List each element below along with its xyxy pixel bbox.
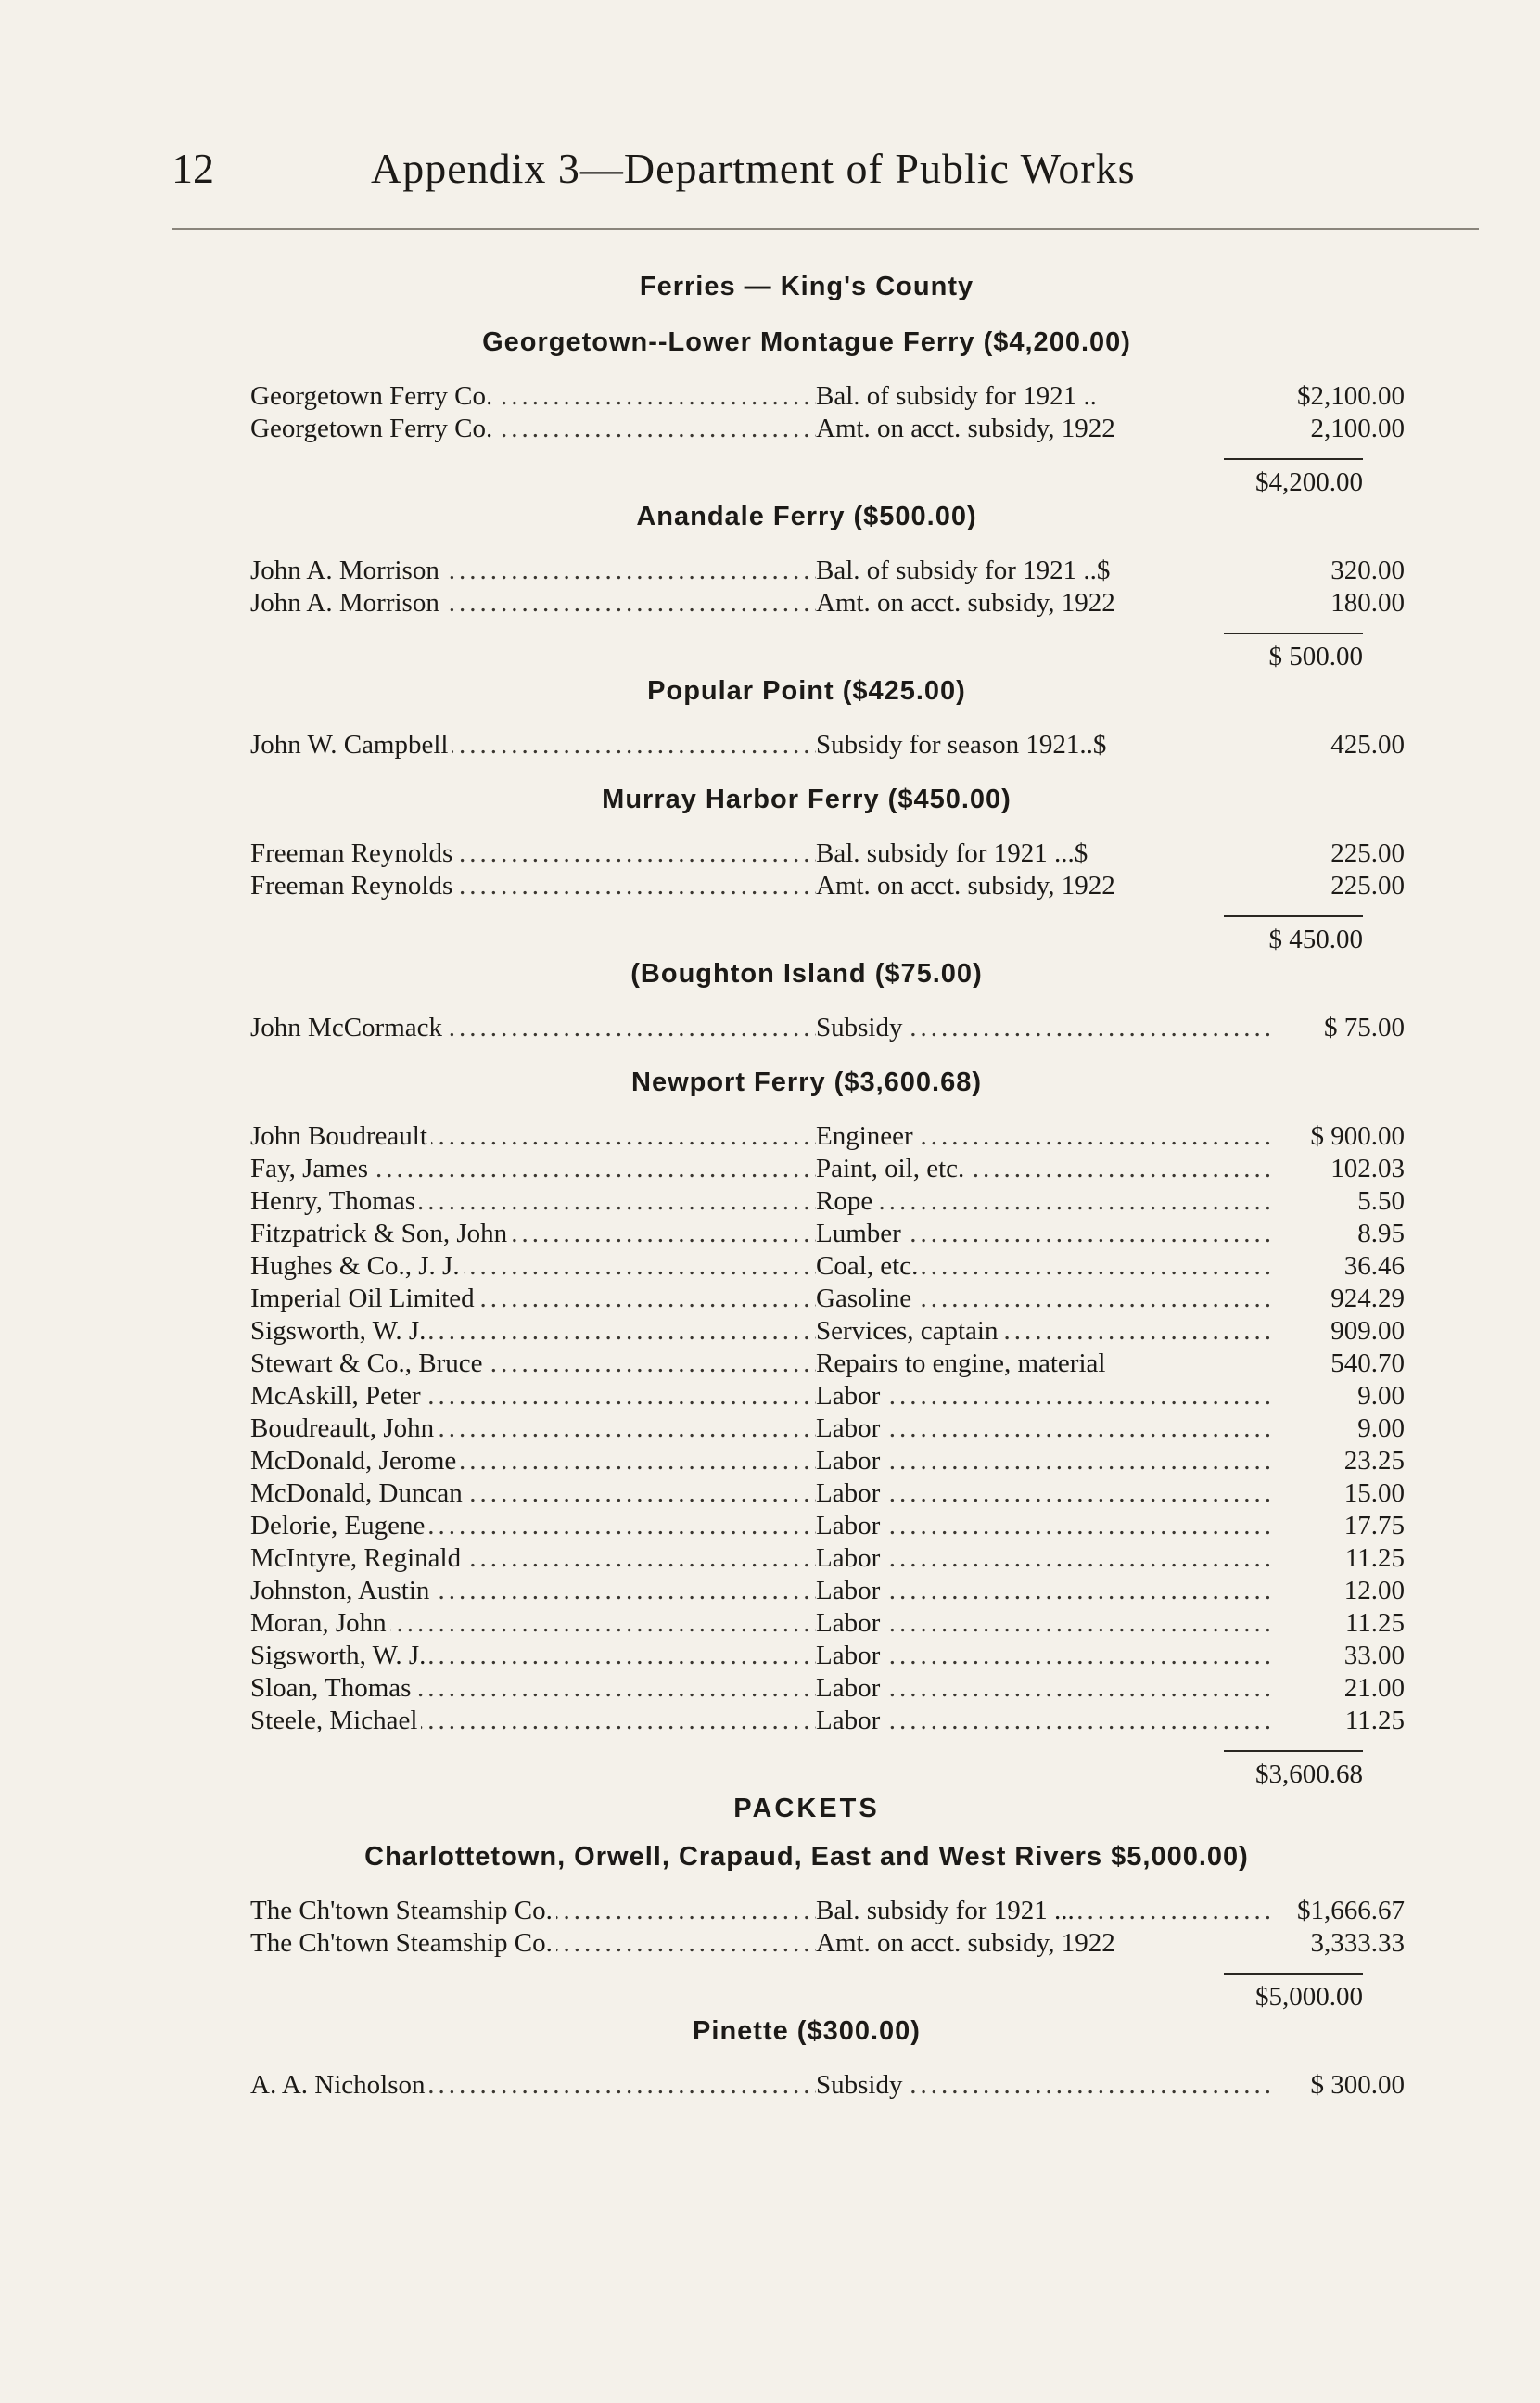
ledger-amount: 11.25	[1344, 1608, 1405, 1638]
spacer	[250, 761, 1363, 782]
ferry-block	[250, 673, 1405, 782]
ledger-name-cell	[250, 2069, 816, 2102]
ledger-description: Bal. of subsidy for 1921 ..	[816, 381, 1101, 411]
ledger-description: Subsidy	[816, 2070, 906, 2100]
ledger-amount: 11.25	[1344, 1543, 1405, 1573]
ledger-total-row	[250, 633, 1363, 673]
ledger-name-cell	[250, 1120, 816, 1153]
ledger-amount: 11.25	[1344, 1706, 1405, 1735]
ledger-total-row	[250, 915, 1363, 956]
ledger-desc-cell	[816, 1672, 1275, 1705]
ledger-description: Amt. on acct. subsidy, 1922	[816, 414, 1119, 443]
ledger-description: Bal. subsidy for 1921 ...$	[816, 838, 1091, 868]
ledger-description: Subsidy	[816, 1013, 906, 1042]
ledger-total: $5,000.00	[1224, 1973, 1363, 2013]
spacer	[250, 1960, 1363, 1973]
ledger-name: Hughes & Co., J. J.	[250, 1251, 464, 1281]
ledger-total: $4,200.00	[1224, 458, 1363, 499]
ledger-name: John W. Campbell	[250, 730, 452, 760]
packet-block	[250, 1839, 1405, 2013]
running-head: Appendix 3—Department of Public Works	[371, 145, 1136, 192]
ledger-name: Sigsworth, W. J.	[250, 1641, 429, 1670]
ledger-amount: $ 75.00	[1324, 1013, 1405, 1042]
ledger-desc-cell	[816, 1895, 1275, 1927]
ferry-title: Murray Harbor Ferry ($450.00)	[602, 785, 1012, 814]
ledger-row	[250, 1218, 1405, 1250]
ledger-desc-cell	[816, 1315, 1275, 1348]
ledger-row	[250, 1120, 1405, 1153]
ledger-name-cell	[250, 1477, 816, 1510]
ledger-name: Imperial Oil Limited	[250, 1284, 478, 1313]
ledger-total-row	[250, 1750, 1363, 1791]
ledger-name: Delorie, Eugene	[250, 1511, 428, 1540]
ledger-row	[250, 1250, 1405, 1283]
ledger-description: Labor	[816, 1543, 884, 1573]
ledger-desc-cell	[816, 837, 1275, 870]
ledger-total-row	[250, 1973, 1363, 2013]
spacer	[250, 817, 1363, 837]
ledger-description: Labor	[816, 1576, 884, 1605]
ledger-amount: 924.29	[1330, 1284, 1405, 1313]
ledger-description: Coal, etc.	[816, 1251, 922, 1281]
ledger-name-cell	[250, 729, 816, 761]
ledger-amount: 5.50	[1357, 1186, 1405, 1216]
ledger-row	[250, 870, 1405, 902]
ledger-description: Amt. on acct. subsidy, 1922	[816, 871, 1119, 901]
ledger-row	[250, 1012, 1405, 1044]
ledger-total: $ 500.00	[1224, 633, 1363, 673]
ledger-amount: 23.25	[1343, 1446, 1405, 1476]
ledger-description: Services, captain	[816, 1316, 1001, 1346]
ledger-total-row	[250, 458, 1363, 499]
ledger-amount: 17.75	[1343, 1511, 1405, 1540]
ledger-description: Repairs to engine, material	[816, 1348, 1109, 1378]
ledger-amount: $ 300.00	[1310, 2070, 1405, 2100]
ledger-desc-cell	[816, 1120, 1275, 1153]
ledger-desc-cell	[816, 1575, 1275, 1607]
ledger-row	[250, 1575, 1405, 1607]
ledger-name-cell	[250, 1607, 816, 1640]
ledger-desc-cell	[816, 1477, 1275, 1510]
ledger-name: Sigsworth, W. J.	[250, 1316, 429, 1346]
ledger-row	[250, 1283, 1405, 1315]
ledger-description: Labor	[816, 1673, 884, 1703]
ledger-row	[250, 1185, 1405, 1218]
section-title: Ferries — King's County	[639, 272, 974, 301]
ledger-name-cell	[250, 587, 816, 620]
ledger-desc-cell	[816, 1153, 1275, 1185]
ledger-description: Amt. on acct. subsidy, 1922	[816, 1928, 1119, 1958]
spacer	[250, 534, 1363, 555]
ledger-name-cell	[250, 1927, 816, 1960]
ledger-description: Engineer	[816, 1121, 917, 1151]
ledger-row	[250, 1672, 1405, 1705]
ledger-description: Labor	[816, 1478, 884, 1508]
ledger-desc-cell	[816, 555, 1275, 587]
spacer	[250, 709, 1363, 729]
ledger-row	[250, 1315, 1405, 1348]
ledger-description: Gasoline	[816, 1284, 915, 1313]
ledger-name: Fitzpatrick & Son, John	[250, 1219, 511, 1248]
ledger-amount: 540.70	[1330, 1348, 1405, 1378]
ledger-name-cell	[250, 380, 816, 413]
ledger-amount: 180.00	[1330, 588, 1405, 618]
page-header	[172, 144, 1368, 209]
spacer	[250, 304, 1363, 325]
ledger-desc-cell	[816, 1607, 1275, 1640]
ledger-row	[250, 555, 1405, 587]
ferry-title: (Boughton Island ($75.00)	[630, 959, 983, 989]
ledger-desc-cell	[816, 870, 1275, 902]
packets-heading: PACKETS	[733, 1794, 880, 1823]
ledger-name-cell	[250, 555, 816, 587]
ledger-amount: 102.03	[1330, 1154, 1405, 1183]
ledger-name: Sloan, Thomas	[250, 1673, 414, 1703]
ledger-name: John Boudreault	[250, 1121, 431, 1151]
ledger-desc-cell	[816, 1348, 1275, 1380]
ledger-name-cell	[250, 1510, 816, 1542]
ledger-name-cell	[250, 1315, 816, 1348]
ledger-amount: 8.95	[1357, 1219, 1405, 1248]
ledger-row	[250, 1445, 1405, 1477]
ledger-name-cell	[250, 1012, 816, 1044]
ledger-name-cell	[250, 1153, 816, 1185]
ledger-desc-cell	[816, 1510, 1275, 1542]
spacer	[250, 2049, 1363, 2069]
ledger-description: Labor	[816, 1381, 884, 1411]
ledger-name-cell	[250, 870, 816, 902]
ledger-name: The Ch'town Steamship Co.	[250, 1896, 556, 1925]
page-number: 12	[172, 145, 214, 192]
ledger-name: John A. Morrison	[250, 556, 443, 585]
ferry-title: Georgetown--Lower Montague Ferry ($4,200.00)	[482, 327, 1131, 357]
ledger-total: $3,600.68	[1224, 1750, 1363, 1791]
ledger-amount: 225.00	[1330, 838, 1405, 868]
spacer	[250, 2102, 1363, 2122]
ledger-name-cell	[250, 1250, 816, 1283]
ledger-name-cell	[250, 1575, 816, 1607]
ledger-name-cell	[250, 1895, 816, 1927]
ledger-row	[250, 1348, 1405, 1380]
ledger-name: Henry, Thomas	[250, 1186, 419, 1216]
ledger-description: Labor	[816, 1511, 884, 1540]
ledger-desc-cell	[816, 1380, 1275, 1412]
spacer	[250, 620, 1363, 633]
ledger-amount: 36.46	[1343, 1251, 1405, 1281]
spacer	[250, 991, 1363, 1012]
ledger-name: A. A. Nicholson	[250, 2070, 429, 2100]
ledger-description: Amt. on acct. subsidy, 1922	[816, 588, 1119, 618]
ledger-row	[250, 729, 1405, 761]
ledger-row	[250, 837, 1405, 870]
ledger-amount: 225.00	[1330, 871, 1405, 901]
ledger-name-cell	[250, 1185, 816, 1218]
spacer	[250, 902, 1363, 915]
ledger-desc-cell	[816, 1705, 1275, 1737]
ferry-title: Popular Point ($425.00)	[647, 676, 966, 706]
ledger-amount: 12.00	[1343, 1576, 1405, 1605]
ledger-name-cell	[250, 1283, 816, 1315]
ledger-description: Labor	[816, 1641, 884, 1670]
ledger-amount: 15.00	[1343, 1478, 1405, 1508]
ledger-row	[250, 1510, 1405, 1542]
ferry-block	[250, 1065, 1405, 1791]
ledger-desc-cell	[816, 1012, 1275, 1044]
ledger-row	[250, 1607, 1405, 1640]
ledger-name: Johnston, Austin	[250, 1576, 433, 1605]
ledger-amount: 3,333.33	[1310, 1928, 1405, 1958]
spacer	[250, 445, 1363, 458]
ledger-name: McDonald, Duncan	[250, 1478, 466, 1508]
ledger-amount: 425.00	[1330, 730, 1405, 760]
ledger-amount: 320.00	[1330, 556, 1405, 585]
document-body	[250, 269, 1405, 2122]
ledger-amount: 2,100.00	[1310, 414, 1405, 443]
ledger-desc-cell	[816, 1250, 1275, 1283]
ledger-name: Boudreault, John	[250, 1413, 438, 1443]
ledger-description: Labor	[816, 1706, 884, 1735]
spacer	[250, 1874, 1363, 1895]
ledger-description: Labor	[816, 1446, 884, 1476]
ledger-name: The Ch'town Steamship Co.	[250, 1928, 556, 1958]
spacer	[250, 1044, 1363, 1065]
ledger-name: Georgetown Ferry Co.	[250, 381, 496, 411]
ledger-amount: 21.00	[1343, 1673, 1405, 1703]
ferry-block	[250, 782, 1405, 956]
ledger-name-cell	[250, 1445, 816, 1477]
ledger-desc-cell	[816, 1927, 1275, 1960]
ledger-desc-cell	[816, 729, 1275, 761]
packet-block	[250, 2013, 1405, 2122]
ledger-name-cell	[250, 1640, 816, 1672]
ledger-desc-cell	[816, 2069, 1275, 2102]
ledger-description: Paint, oil, etc.	[816, 1154, 968, 1183]
ledger-row	[250, 1542, 1405, 1575]
spacer	[250, 1737, 1363, 1750]
ledger-desc-cell	[816, 1640, 1275, 1672]
ferry-block	[250, 325, 1405, 499]
ledger-name: Moran, John	[250, 1608, 390, 1638]
ledger-amount: 33.00	[1343, 1641, 1405, 1670]
ledger-row	[250, 587, 1405, 620]
ledger-name-cell	[250, 413, 816, 445]
ledger-amount: 9.00	[1357, 1413, 1405, 1443]
ledger-name: Stewart & Co., Bruce	[250, 1348, 486, 1378]
ledger-name: John A. Morrison	[250, 588, 443, 618]
packet-title: Pinette ($300.00)	[693, 2016, 921, 2046]
ferry-block	[250, 499, 1405, 673]
ledger-amount: $ 900.00	[1310, 1121, 1405, 1151]
ledger-name: McDonald, Jerome	[250, 1446, 460, 1476]
ledger-amount: $2,100.00	[1297, 381, 1405, 411]
spacer	[250, 1826, 1363, 1839]
ledger-row	[250, 380, 1405, 413]
ledger-description: Subsidy for season 1921..$	[816, 730, 1110, 760]
ledger-desc-cell	[816, 587, 1275, 620]
ledger-name: Fay, James	[250, 1154, 372, 1183]
ledger-name-cell	[250, 1705, 816, 1737]
ledger-total: $ 450.00	[1224, 915, 1363, 956]
header-rule	[172, 228, 1479, 230]
ledger-name: Georgetown Ferry Co.	[250, 414, 496, 443]
ledger-row	[250, 2069, 1405, 2102]
ledger-description: Labor	[816, 1413, 884, 1443]
ledger-row	[250, 413, 1405, 445]
ledger-name: John McCormack	[250, 1013, 446, 1042]
ledger-description: Rope	[816, 1186, 876, 1216]
ledger-name-cell	[250, 1412, 816, 1445]
ledger-amount: 9.00	[1357, 1381, 1405, 1411]
ledger-row	[250, 1927, 1405, 1960]
ledger-row	[250, 1705, 1405, 1737]
ledger-row	[250, 1477, 1405, 1510]
ledger-name-cell	[250, 1542, 816, 1575]
ledger-desc-cell	[816, 1185, 1275, 1218]
ledger-desc-cell	[816, 380, 1275, 413]
ferry-block	[250, 956, 1405, 1065]
ledger-name: McIntyre, Reginald	[250, 1543, 465, 1573]
ledger-name-cell	[250, 1380, 816, 1412]
ledger-name-cell	[250, 1672, 816, 1705]
ledger-desc-cell	[816, 1445, 1275, 1477]
ledger-row	[250, 1380, 1405, 1412]
packet-title: Charlottetown, Orwell, Crapaud, East and West Rivers $5,000.00)	[364, 1842, 1249, 1872]
ledger-desc-cell	[816, 1218, 1275, 1250]
ledger-row	[250, 1895, 1405, 1927]
ledger-name-cell	[250, 837, 816, 870]
ledger-desc-cell	[816, 1542, 1275, 1575]
ledger-description: Bal. subsidy for 1921 ...	[816, 1896, 1078, 1925]
ledger-name: Freeman Reynolds	[250, 838, 456, 868]
spacer	[250, 1100, 1363, 1120]
spacer	[250, 360, 1363, 380]
ledger-amount: 909.00	[1330, 1316, 1405, 1346]
ledger-desc-cell	[816, 1412, 1275, 1445]
ledger-desc-cell	[816, 1283, 1275, 1315]
ledger-description: Labor	[816, 1608, 884, 1638]
ledger-row	[250, 1640, 1405, 1672]
ledger-row	[250, 1412, 1405, 1445]
ledger-description: Bal. of subsidy for 1921 ..$	[816, 556, 1114, 585]
ledger-row	[250, 1153, 1405, 1185]
ferry-title: Newport Ferry ($3,600.68)	[631, 1067, 982, 1097]
ledger-desc-cell	[816, 413, 1275, 445]
ferry-title: Anandale Ferry ($500.00)	[636, 502, 977, 531]
ledger-name: Steele, Michael	[250, 1706, 421, 1735]
ledger-name: Freeman Reynolds	[250, 871, 456, 901]
ledger-name: McAskill, Peter	[250, 1381, 425, 1411]
ledger-name-cell	[250, 1348, 816, 1380]
ledger-name-cell	[250, 1218, 816, 1250]
ledger-description: Lumber	[816, 1219, 905, 1248]
ledger-amount: $1,666.67	[1297, 1896, 1405, 1925]
